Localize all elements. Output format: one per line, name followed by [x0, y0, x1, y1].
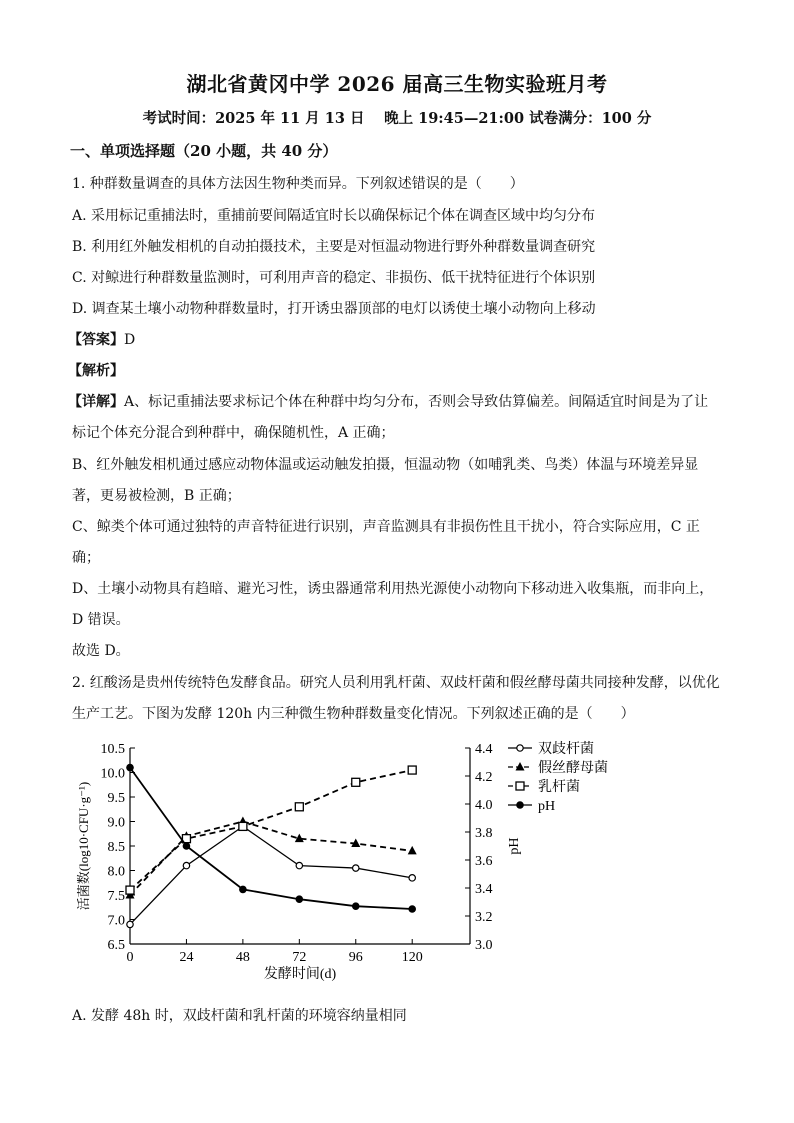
- left-tick-label: 8.0: [107, 864, 125, 880]
- q2-stem-line-2: 生产工艺。下图为发酵 120h 内三种微生物种群数量变化情况。下列叙述正确的是（ ）: [72, 706, 635, 722]
- series-line-2: [130, 770, 412, 890]
- left-tick-label: 7.0: [107, 913, 125, 929]
- series-point-0: [409, 875, 415, 881]
- series-point-2: [352, 778, 360, 786]
- answer-tag: 【答案】: [68, 332, 124, 348]
- right-tick-label: 3.8: [475, 826, 493, 841]
- q1-analysis-tag: [68, 360, 124, 380]
- fermentation-chart: [70, 736, 660, 988]
- q1-option-b: B. 利用红外触发相机的自动拍摄技术，主要是对恒温动物进行野外种群数量调查研究: [72, 239, 596, 255]
- x-axis-label: 发酵时间(d): [263, 967, 337, 982]
- page-title: 湖北省黄冈中学 2026 届高三生物实验班月考: [186, 72, 608, 96]
- series-point-3: [183, 842, 191, 850]
- right-tick-label: 4.4: [475, 742, 493, 757]
- series-point-3: [126, 764, 134, 772]
- q2-option-a: A. 发酵 48h 时，双歧杆菌和乳杆菌的环境容纳量相同: [72, 1008, 407, 1024]
- left-tick-label: 7.5: [107, 889, 125, 904]
- legend-label-0: 双歧杆菌: [538, 742, 594, 757]
- series-point-3: [239, 886, 247, 894]
- section-heading: 一、单项选择题（20 小题，共 40 分）: [70, 142, 338, 160]
- series-point-2: [408, 766, 416, 774]
- legend-marker-1: [516, 762, 525, 771]
- left-tick-label: 10.0: [100, 766, 125, 782]
- series-point-3: [408, 905, 416, 913]
- x-tick-label: 72: [292, 950, 307, 965]
- series-line-0: [130, 826, 412, 924]
- answer-value: D: [124, 332, 136, 348]
- series-point-2: [239, 822, 247, 830]
- left-tick-label: 6.5: [107, 938, 125, 953]
- q1-option-c: C. 对鲸进行种群数量监测时，可利用声音的稳定、非损伤、低干扰特征进行个体识别: [72, 270, 596, 286]
- left-tick-label: 9.0: [107, 815, 125, 831]
- x-tick-label: 120: [401, 950, 423, 965]
- series-point-0: [353, 865, 359, 871]
- series-point-0: [183, 862, 189, 868]
- left-tick-label: 9.5: [107, 791, 125, 806]
- x-tick-label: 48: [235, 950, 250, 965]
- legend-marker-2: [516, 782, 524, 790]
- y-axis-label: 活菌数(log10·CFU·g⁻¹): [76, 781, 91, 911]
- q1-detail-line-1: [68, 391, 708, 411]
- right-tick-label: 4.2: [475, 770, 493, 785]
- left-tick-label: 10.5: [100, 742, 125, 757]
- q1-detail-line-8: D 错误。: [72, 612, 130, 628]
- q1-detail-line-2: 标记个体充分混合到种群中，确保随机性，A 正确；: [72, 425, 395, 441]
- detail-tag: 【详解】: [68, 394, 124, 410]
- q1-detail-line-9: 故选 D。: [72, 643, 130, 659]
- series-point-2: [295, 803, 303, 811]
- q1-option-d: D. 调查某土壤小动物种群数量时，打开诱虫器顶部的电灯以诱使土壤小动物向上移动: [72, 301, 596, 317]
- q1-stem: 1. 种群数量调查的具体方法因生物种类而异。下列叙述错误的是（ ）: [72, 176, 524, 192]
- left-tick-label: 8.5: [107, 840, 125, 855]
- series-point-1: [408, 846, 417, 855]
- x-tick-label: 96: [348, 950, 363, 965]
- y-axis-label-right: pH: [507, 837, 522, 855]
- q1-detail-line-4: 著，更易被检测，B 正确；: [72, 488, 241, 504]
- series-point-3: [352, 902, 360, 910]
- legend-label-1: 假丝酵母菌: [538, 761, 608, 776]
- right-tick-label: 4.0: [475, 798, 493, 813]
- series-point-2: [126, 886, 134, 894]
- x-tick-label: 24: [179, 950, 194, 965]
- analysis-tag: 【解析】: [68, 363, 124, 379]
- series-line-1: [130, 822, 412, 896]
- right-tick-label: 3.2: [475, 910, 493, 925]
- right-tick-label: 3.4: [475, 882, 493, 897]
- q1-detail-line-5: C、鲸类个体可通过独特的声音特征进行识别，声音监测具有非损伤性且干扰小，符合实际应用，C 正: [72, 519, 700, 535]
- x-tick-label: 0: [126, 950, 134, 965]
- q1-detail-line-7: D、土壤小动物具有趋暗、避光习性，诱虫器通常利用热光源使小动物向下移动进入收集瓶，而非向上，: [72, 581, 714, 597]
- legend-label-3: pH: [538, 799, 556, 814]
- q1-answer: [68, 329, 135, 349]
- series-point-3: [296, 895, 304, 903]
- q1-option-a: A. 采用标记重捕法时，重捕前要间隔适宜时长以确保标记个体在调查区域中均匀分布: [72, 208, 596, 224]
- legend-label-2: 乳杆菌: [538, 780, 580, 795]
- q2-stem-line-1: 2. 红酸汤是贵州传统特色发酵食品。研究人员利用乳杆菌、双歧杆菌和假丝酵母菌共同接种发酵，以优化: [72, 675, 720, 691]
- exam-info: 考试时间：2025 年 11 月 13 日 晚上 19:45—21:00 试卷满分：100 分: [142, 110, 652, 127]
- legend-marker-0: [517, 745, 523, 751]
- legend-marker-3: [516, 801, 524, 809]
- q1-detail-line-6: 确；: [72, 550, 100, 566]
- detail-text: A、标记重捕法要求标记个体在种群中均匀分布，否则会导致估算偏差。间隔适宜时间是为了让: [124, 394, 709, 410]
- right-tick-label: 3.6: [475, 854, 493, 869]
- series-line-3: [130, 768, 412, 909]
- series-point-0: [127, 921, 133, 927]
- q1-detail-line-3: B、红外触发相机通过感应动物体温或运动触发拍摄，恒温动物（如哺乳类、鸟类）体温与环境差异显: [72, 457, 699, 473]
- series-point-0: [296, 862, 302, 868]
- right-tick-label: 3.0: [475, 938, 493, 953]
